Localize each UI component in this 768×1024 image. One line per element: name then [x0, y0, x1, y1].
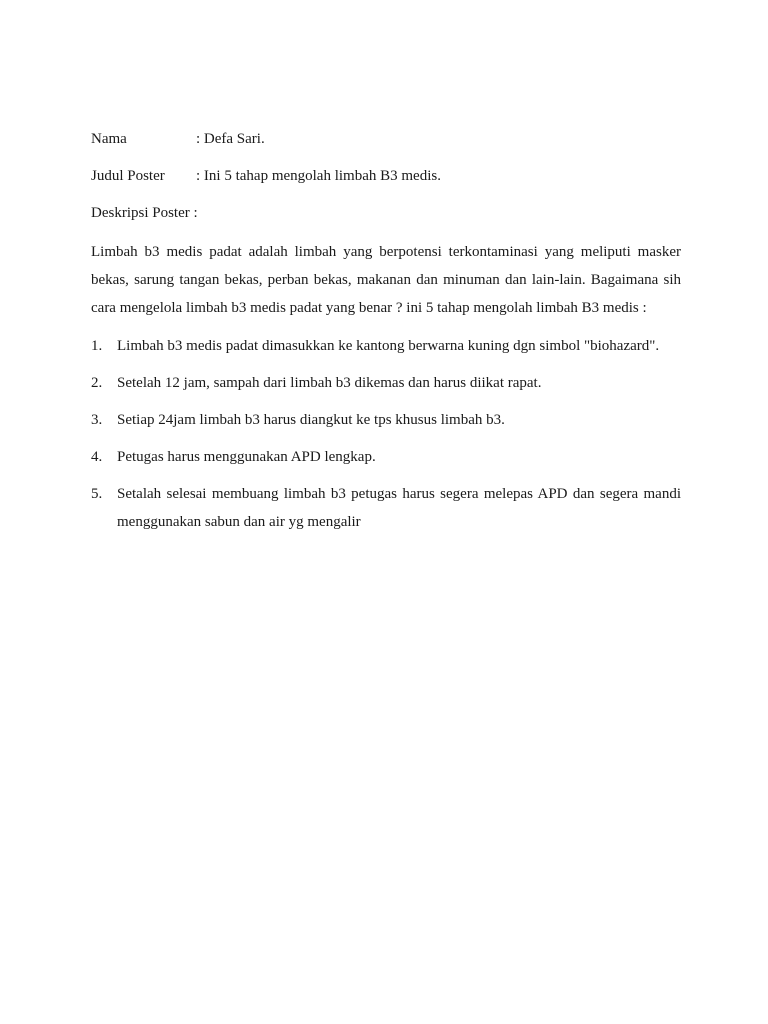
- step-number: 1.: [91, 338, 103, 354]
- name-row: [91, 128, 681, 150]
- step-text: Petugas harus menggunakan APD lengkap.: [117, 449, 376, 465]
- step-text: Setiap 24jam limbah b3 harus diangkut ke tps khusus limbah b3.: [117, 412, 505, 428]
- step-item: [91, 369, 681, 397]
- step-text: Setalah selesai membuang limbah b3 petugas harus segera melepas APD dan segera mandi menggunakan sabun dan air yg mengalir: [117, 486, 681, 530]
- poster-title-label: Judul Poster: [91, 168, 165, 184]
- step-item: [91, 406, 681, 434]
- poster-title-value: : Ini 5 tahap mengolah limbah B3 medis.: [196, 168, 441, 184]
- step-number: 4.: [91, 449, 103, 465]
- step-number: 3.: [91, 412, 103, 428]
- poster-title-row: [91, 165, 681, 187]
- description-paragraph: Limbah b3 medis padat adalah limbah yang berpotensi terkontaminasi yang meliputi masker bekas, sarung tangan bekas, perban bekas, makanan dan minuman dan lain-lain. Bagaimana sih cara mengelola limbah b3 medis padat yang benar ? ini 5 tahap mengolah limbah B3 medis :: [91, 244, 681, 316]
- document-page: [91, 128, 681, 545]
- description-label: Deskripsi Poster :: [91, 205, 198, 221]
- step-number: 2.: [91, 375, 103, 391]
- step-item: [91, 332, 681, 360]
- name-label: Nama: [91, 131, 127, 147]
- name-value: : Defa Sari.: [196, 131, 265, 147]
- steps-list: [91, 332, 681, 536]
- step-item: [91, 443, 681, 471]
- step-item: [91, 480, 681, 536]
- step-number: 5.: [91, 486, 103, 502]
- step-text: Limbah b3 medis padat dimasukkan ke kantong berwarna kuning dgn simbol "biohazard".: [117, 338, 660, 354]
- step-text: Setelah 12 jam, sampah dari limbah b3 dikemas dan harus diikat rapat.: [117, 375, 542, 391]
